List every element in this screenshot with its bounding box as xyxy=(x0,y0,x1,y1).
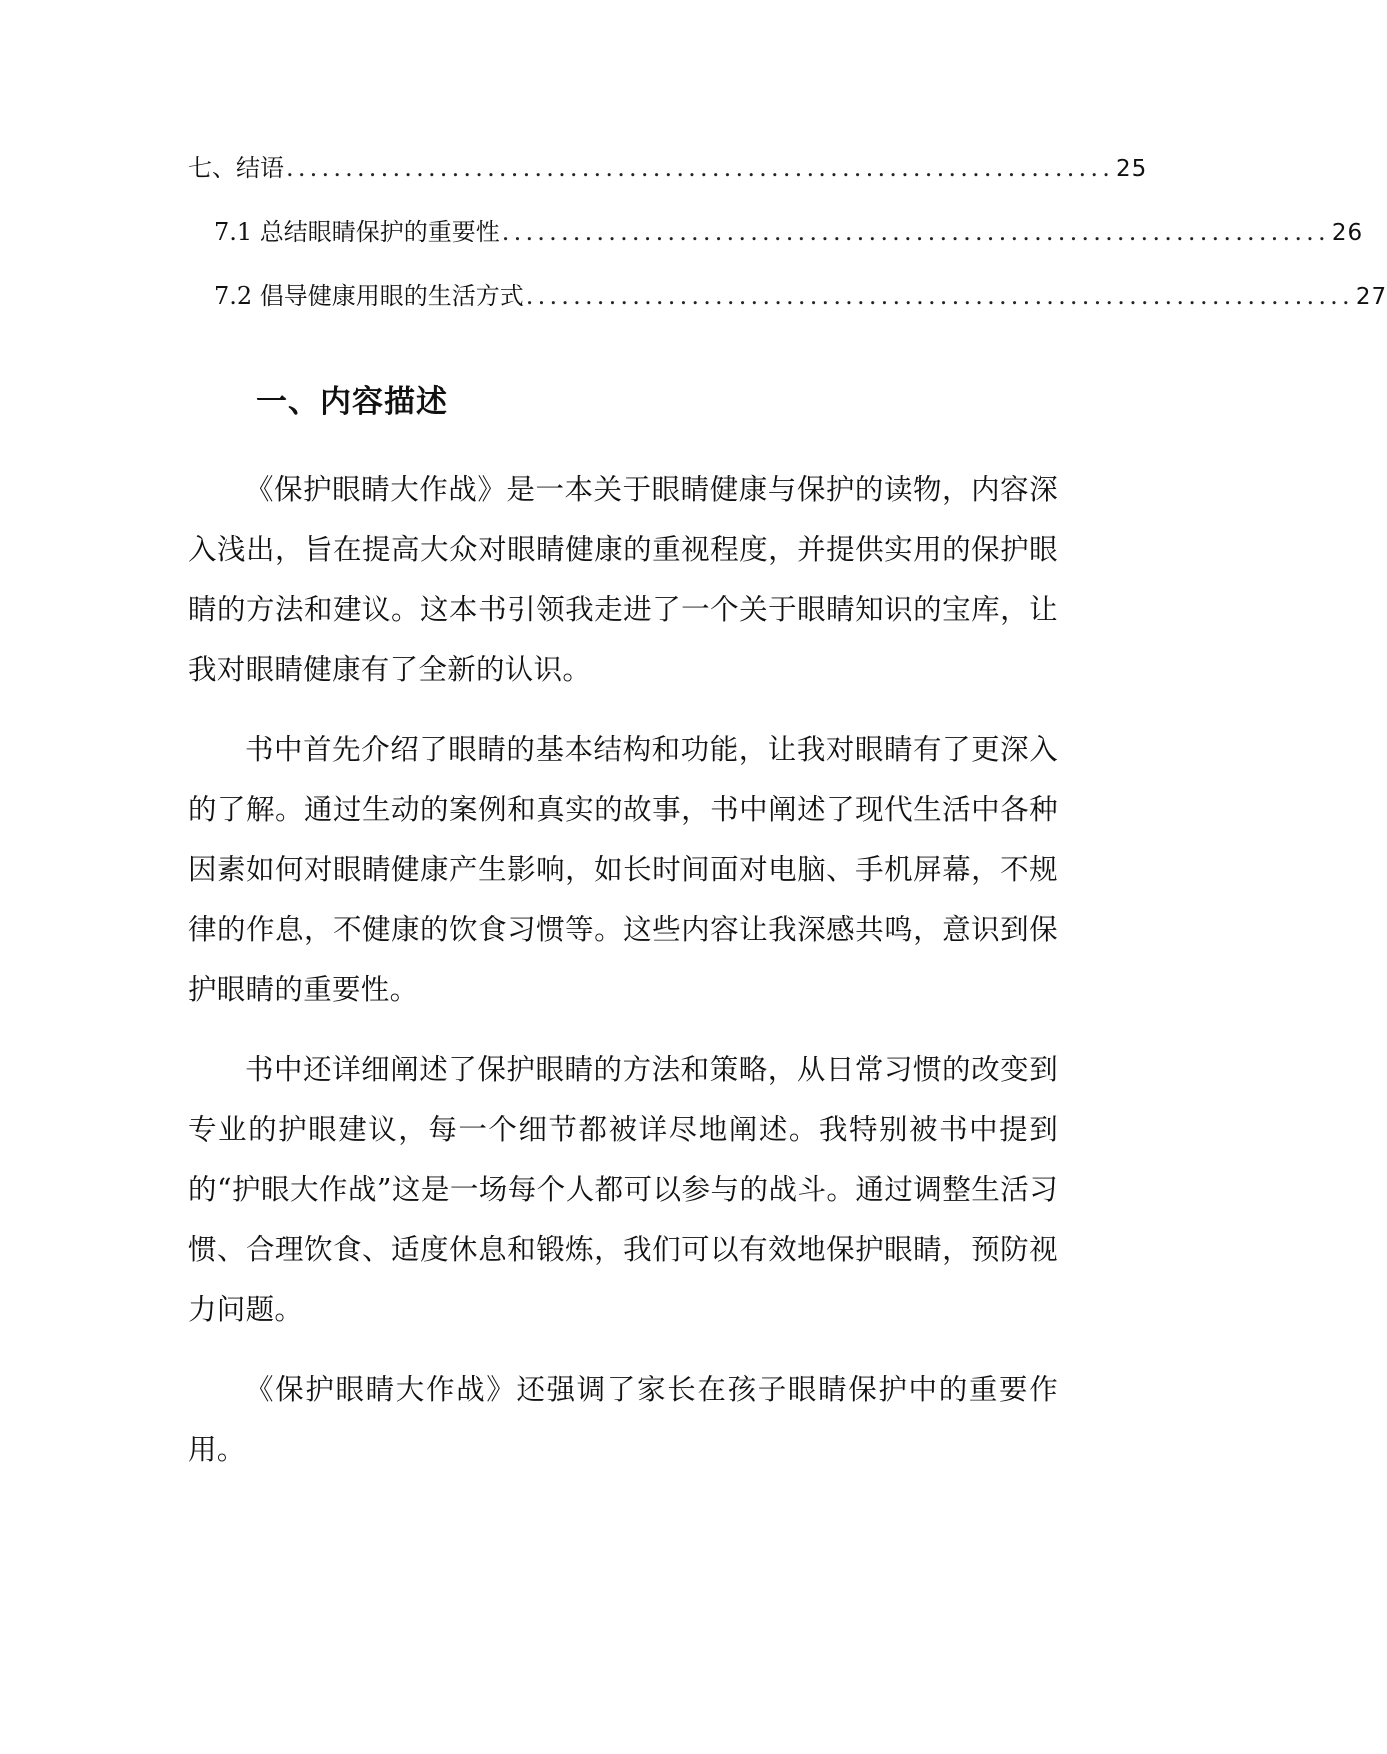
paragraph-eye-structure: 书中首先介绍了眼睛的基本结构和功能，让我对眼睛有了更深入的了解。通过生动的案例和真实的故事，书中阐述了现代生活中各种因素如何对眼睛健康产生影响，如长时间面对电脑、手机屏幕，不规律的作息，不健康的饮食习惯等。这些内容让我深感共鸣，意识到保护眼睛的重要性。 xyxy=(188,733,1058,1006)
toc-entry-label: 7.2 倡导健康用眼的生活方式 xyxy=(214,282,524,310)
paragraph-parents-role: 《保护眼睛大作战》还强调了家长在孩子眼睛保护中的重要作用。 xyxy=(188,1373,1058,1466)
toc-leader-dots: ...................................................................... xyxy=(501,218,1330,246)
table-of-contents xyxy=(188,148,1387,340)
toc-entry-page-number: 27 xyxy=(1355,284,1387,310)
toc-entry-label: 七、结语 xyxy=(188,154,284,182)
paragraph-protection-methods: 书中还详细阐述了保护眼睛的方法和策略，从日常习惯的改变到专业的护眼建议，每一个细节都被详尽地阐述。我特别被书中提到的“护眼大作战”这是一场每个人都可以参与的战斗。通过调整生活习惯、合理饮食、适度休息和锻炼，我们可以有效地保护眼睛，预防视力问题。 xyxy=(188,1053,1058,1326)
toc-entry-conclusion[interactable] xyxy=(188,148,1148,212)
toc-entry-summary-importance[interactable] xyxy=(188,212,1364,276)
toc-leader-dots: ...................................................................... xyxy=(286,154,1115,182)
toc-entry-healthy-lifestyle[interactable] xyxy=(188,276,1387,340)
toc-leader-dots: ...................................................................... xyxy=(525,282,1354,310)
paragraph-intro: 《保护眼睛大作战》是一本关于眼睛健康与保护的读物，内容深入浅出，旨在提高大众对眼睛健康的重视程度，并提供实用的保护眼睛的方法和建议。这本书引领我走进了一个关于眼睛知识的宝库，让我对眼睛健康有了全新的认识。 xyxy=(188,473,1058,686)
section-heading: 一、内容描述 xyxy=(256,384,448,420)
section-body xyxy=(188,460,1058,1500)
toc-entry-page-number: 26 xyxy=(1331,220,1364,246)
toc-entry-label: 7.1 总结眼睛保护的重要性 xyxy=(214,218,500,246)
toc-entry-page-number: 25 xyxy=(1116,156,1148,182)
